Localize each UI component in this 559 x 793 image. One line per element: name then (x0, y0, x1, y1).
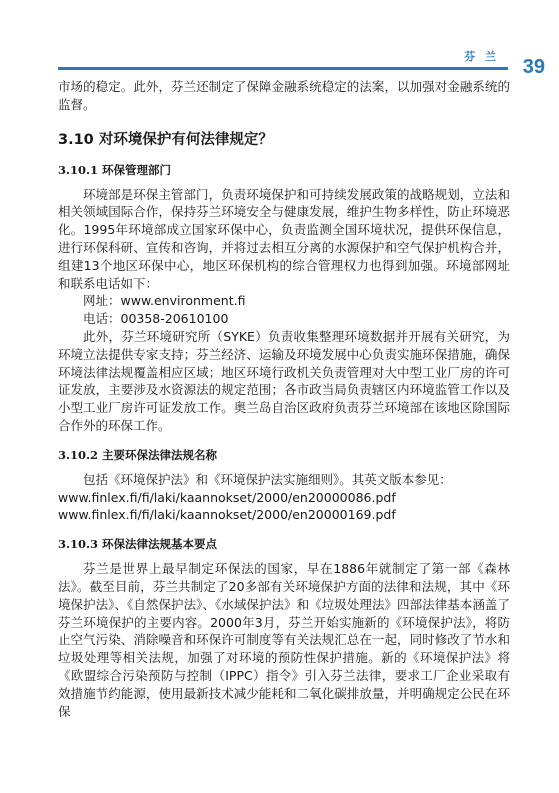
running-header-country: 芬 兰 (464, 50, 499, 63)
url-line-2: www.finlex.fi/fi/laki/kaannokset/2000/en20000169.pdf (58, 507, 396, 523)
subsection-heading-1: 3.10.1 环保管理部门 (58, 162, 172, 177)
subsection-heading-3: 3.10.3 环保法律法规基本要点 (58, 537, 218, 552)
page-body (58, 78, 510, 720)
body-paragraph: 环境部是环保主管部门，负责环境保护和可持续发展政策的战略规划，立法和相关领域国际合作，保持芬兰环境安全与健康发展，维护生物多样性，防止环境恶化。1995年环境部成立国家环保中心，负责监测全国环境状况，提供环保信息，进行环保科研、宣传和咨询，并将过去相互分离的水源保护和空气保护机构合并，组建13个地区环保中心，地区环保机构的综合管理权力也得到加强。环境部网址和联系电话如下： (58, 186, 510, 291)
phone-line: 电话：00358-20610100 (83, 311, 229, 327)
body-paragraph: 芬兰是世界上最早制定环保法的国家，早在1886年就制定了第一部《森林法》。截至目前，芬兰共制定了20多部有关环境保护方面的法律和法规，其中《环境保护法》、《自然保护法》、《水域保护法》和《垃圾处理法》四部法律基本涵盖了芬兰环境保护的主要内容。2000年3月，芬兰开始实施新的《环境保护法》，将防止空气污染、消除噪音和环保许可制度等有关法规汇总在一起，同时修改了节水和垃圾处理等相关法规，加强了对环境的预防性保护措施。新的《环境保护法》将《欧盟综合污染预防与控制（IPPC）指令》引入芬兰法律，要求工厂企业采取有效措施节约能源，使用最新技术减少能耗和二氧化碳排放量，并明确规定公民在环保 (58, 561, 510, 719)
section-heading: 3.10 对环境保护有何法律规定？ (58, 131, 273, 148)
body-paragraph: 此外，芬兰环境研究所（SYKE）负责收集整理环境数据并开展有关研究，为环境立法提供专家支持；芬兰经济、运输及环境发展中心负责实施环保措施，确保环境法律法规覆盖相应区域；地区环境行政机关负责管理对大中型工业厂房的许可证发放，主要涉及水资源法的规定范围；各市政当局负责辖区内环境监管工作以及小型工业厂房许可证发放工作。奥兰岛自治区政府负责芬兰环境部在该地区除国际合作外的环保工作。 (58, 328, 510, 433)
header-divider (58, 67, 508, 70)
url-line-1: www.finlex.fi/fi/laki/kaannokset/2000/en20000086.pdf (58, 489, 396, 505)
intro-paragraph: 市场的稳定。此外，芬兰还制定了保障金融系统稳定的法案，以加强对金融系统的监督。 (58, 79, 510, 112)
website-line: 网址：www.environment.fi (83, 293, 246, 309)
page-number: 39 (522, 56, 545, 78)
body-paragraph: 包括《环境保护法》和《环境保护法实施细则》。其英文版本参见： (83, 471, 452, 487)
subsection-heading-2: 3.10.2 主要环保法律法规名称 (58, 447, 218, 462)
